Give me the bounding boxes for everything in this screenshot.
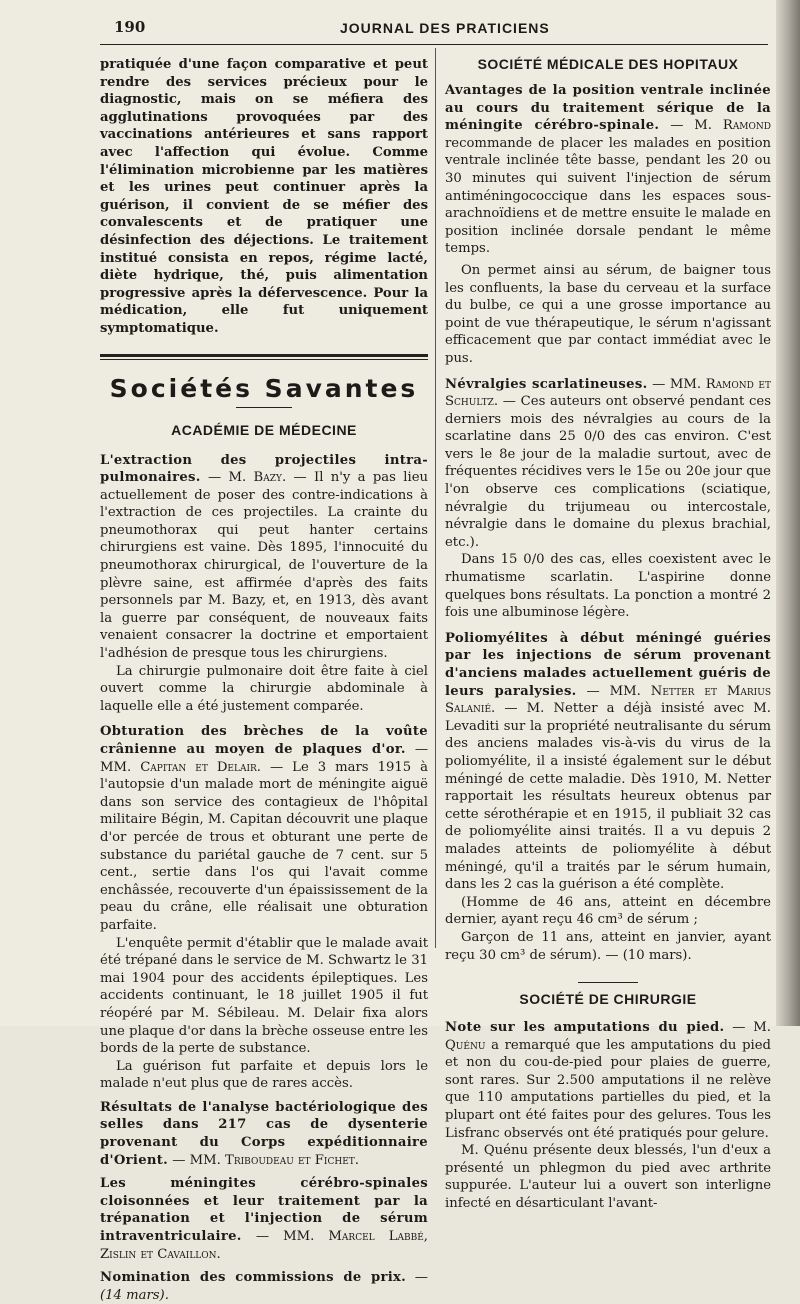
title-underline [236, 407, 292, 408]
article-title: Poliomyélites à début méningé guéries par les injections de sérum provenant d'anciens malades actuellement guéris de leurs paralysies. [445, 630, 771, 699]
chirurgie-heading: SOCIÉTÉ DE CHIRURGIE [519, 991, 697, 1008]
article-title: Névralgies scarlatineuses. [445, 376, 648, 392]
article-paragraph: M. Quénu présente deux blessés, l'un d'eux a présenté un phlegmon du pied avec arthrite suppurée. L'auteur lui a ouvert son interligne infecté en désarticulant l'avant- [445, 1143, 771, 1212]
article-paragraph: Dans 15 0/0 des cas, elles coexistent avec le rhumatisme scarlatin. L'aspirine donne quelques bons résultats. La ponction a montré 2 fois une albuminose légère. [445, 552, 771, 621]
section-rule-short [578, 982, 638, 983]
article-author: — M. Ramond [670, 118, 771, 134]
academie-heading: ACADÉMIE DE MÉDECINE [171, 421, 357, 438]
article-paragraph: On permet ainsi au sérum, de baigner tous les confluents, la base du cerveau et la surface du bulbe, ce qui a une grosse importance au point de vue thérapeutique, le sérum n'agissant efficacement que par contact immédiat avec le pus. [445, 262, 771, 366]
article-text: recommande de placer les malades en position ventrale inclinée tête basse, pendant les 20 ou 30 minutes qui suivent l'injection de sérum antiméningococcique dans les espaces sous-arachnoïdiens et de mettre ensuite le malade en position inclinée dorsale pendant le même temps. [445, 135, 771, 257]
article-text: — Ces auteurs ont observé pendant ces derniers mois des névralgies au cours de la scarlatine dans 25 0/0 des cas environ. C'est vers le 8e jour de la maladie surtout, avec de fréquentes récidives vers le 15e ou 20e jour que l'on observe ces complications (sciatique, névralgie du trijumeau ou intercostale, névralgie dans le domaine du plexus brachial, etc.). [445, 394, 771, 550]
article-authors: — MM. Marcel Labbé, Zislin et Cavaillon. [100, 1229, 428, 1262]
section-rule-thick [100, 354, 428, 357]
page-header [100, 16, 762, 40]
article-author: — M. Quénu [445, 1020, 771, 1053]
article-title: Les méningites cérébro-spinales cloisonnées et leur traitement par la trépanation et l'injection de sérum intraventriculaire. [100, 1176, 428, 1245]
intro-paragraph: pratiquée d'une façon comparative et peut rendre des services précieux pour le diagnostic, mais on se méfiera des agglutinations provoquées par des vaccinations antérieures et sans rapport avec l'affection qui évolue. Comme l'élimination microbienne par les matières et les urines peut continuer après la guérison, il convient de se méfier des convalescents et de pratiquer une désinfection des déjections. Le traitement institué consista en repos, régime lacté, diète hydrique, thé, puis alimentation progressive après la défervescence. Pour la médication, elle fut uniquement symptomatique. [100, 57, 428, 336]
article-resultats [100, 1099, 428, 1169]
article-title: Obturation des brèches de la voûte crânienne au moyen de plaques d'or. [100, 724, 428, 757]
article-text: — Il n'y a pas lieu actuellement de poser des contre-indications à l'extraction de ces projectiles. La crainte du pneumothorax qui peut hanter certains chirurgiens est vaine. Dès 1895, l'innocuité du pneumothorax chirurgical, de l'ouverture de la plèvre saine, est affirmée d'après des faits personnels par M. Bazy, et, en 1913, dès avant la guerre par conséquent, de nouveaux faits venaient consacrer la doctrine et emportaient l'adhésion de presque tous les chirurgiens. [100, 470, 428, 662]
left-column [100, 56, 428, 1304]
article-authors: — MM. Netter et Marius Salanié. [445, 683, 771, 717]
article-extraction: L'extraction des projectiles intra-pulmonaires. — M. Bazy. — Il n'y a pas lieu actuellement de poser des contre-indications à l'extraction de ces projectiles. La crainte du pneumothorax qui peut hanter certains chirurgiens est vaine. Dès 1895, l'innocuité du pneumothorax chirurgical, de l'ouverture de la plèvre saine, est affirmée d'après des faits personnels par M. Bazy, et, en 1913, dès avant la guerre par conséquent, de nouveaux faits venaient consacrer la doctrine et emportaient l'adhésion de presque tous les chirurgiens. [100, 452, 428, 662]
article-title: L'extraction des projectiles intra-pulmonaires. [100, 452, 428, 486]
societe-heading: SOCIÉTÉ MÉDICALE DES HOPITAUX [477, 56, 739, 72]
article-authors: — MM. Capitan et Delair. [100, 742, 428, 775]
article-text: — M. Netter a déjà insisté avec M. Levaditi sur la propriété neutralisante du sérum des anciens malades vis-à-vis du virus de la poliomyélite, il a insisté également sur le début méningé de cette maladie. Dès 1910, M. Netter rapportait les résultats heureux obtenus par cette sérothérapie et en 1915, il publiait 32 cas de poliomyélite ainsi traités. Il a vu depuis 2 malades atteints de poliomyélite à début méningé, qu'il a traités par le sérum humain, dans les 2 cas la guérison a été complète. [445, 701, 771, 893]
main-title: Sociétés Savantes [109, 373, 419, 403]
article-nevralgies [445, 376, 771, 552]
article-paragraph: Garçon de 11 ans, atteint en janvier, ayant reçu 30 cm³ de sérum). — (10 mars). [445, 929, 771, 963]
article-authors: — MM. Triboudeau et Fichet. [172, 1152, 359, 1168]
column-rule [435, 48, 436, 948]
article-title: Note sur les amputations du pied. [445, 1020, 725, 1036]
article-obturation [100, 723, 428, 934]
article-title: Résultats de l'analyse bactériologique des selles dans 217 cas de dysenterie provenant du Corps expéditionnaire d'Orient. [100, 1099, 428, 1168]
article-text: a remarqué que les amputations du pied et non du cou-de-pied pour plaies de guerre, sont rares. Sur 2.500 amputations il ne relève que 110 amputations partielles du pied, et la plupart ont été faites pour des gelures. Tous les Lisfranc observés ont été pratiqués pour gelure. [445, 1037, 771, 1141]
article-paragraph: L'enquête permit d'établir que le malade avait été trépané dans le service de M. Schwartz le 31 mai 1904 pour des accidents épileptiques. Les accidents continuant, le 18 juillet 1905 il fut réopéré par M. Sébileau. M. Delair fixa alors une plaque d'or dans la brèche osseuse entre les bords de la perte de substance. [100, 935, 428, 1057]
page-edge-shadow [776, 0, 800, 1026]
page-number: 190 [114, 18, 146, 36]
right-column [445, 56, 771, 1213]
article-nomination [100, 1269, 428, 1304]
article-paragraph: La chirurgie pulmonaire doit être faite à ciel ouvert comme la chirurgie abdominale à laquelle elle a été justement comparée. [100, 663, 428, 714]
article-paragraph: La guérison fut parfaite et depuis lors le malade n'eut plus que de rares accès. [100, 1058, 428, 1092]
article-date: — (14 mars). [100, 1270, 428, 1303]
article-author: M. Bazy. [228, 470, 287, 486]
article-avantages [445, 82, 771, 258]
article-text: — Le 3 mars 1915 à l'autopsie d'un malade mort de méningite aiguë dans son service des contagieux de l'hôpital militaire Bégin, M. Capitan découvrit une plaque d'or percée de trous et obturant une perte de substance du pariétal gauche de 7 cent. sur 5 cent., sertie dans l'os qui l'avait comme enchâssée, recouverte d'un épaississement de la peau du crâne, elle réalisait une obturation parfaite. [100, 759, 428, 933]
article-paragraph: (Homme de 46 ans, atteint en décembre dernier, ayant reçu 46 cm³ de sérum ; [445, 894, 771, 928]
header-rule [100, 44, 768, 45]
article-authors: — MM. Ramond et Schultz. [445, 376, 771, 410]
article-meningites [100, 1175, 428, 1263]
article-title: Nomination des commissions de prix. [100, 1270, 407, 1286]
article-amputations [445, 1019, 771, 1142]
journal-title: JOURNAL DES PRATICIENS [340, 20, 550, 36]
section-rule-thin [100, 359, 428, 360]
article-title: Avantages de la position ventrale inclinée au cours du traitement sérique de la méningite cérébro-spinale. [445, 83, 771, 134]
article-poliomyelites [445, 630, 771, 894]
